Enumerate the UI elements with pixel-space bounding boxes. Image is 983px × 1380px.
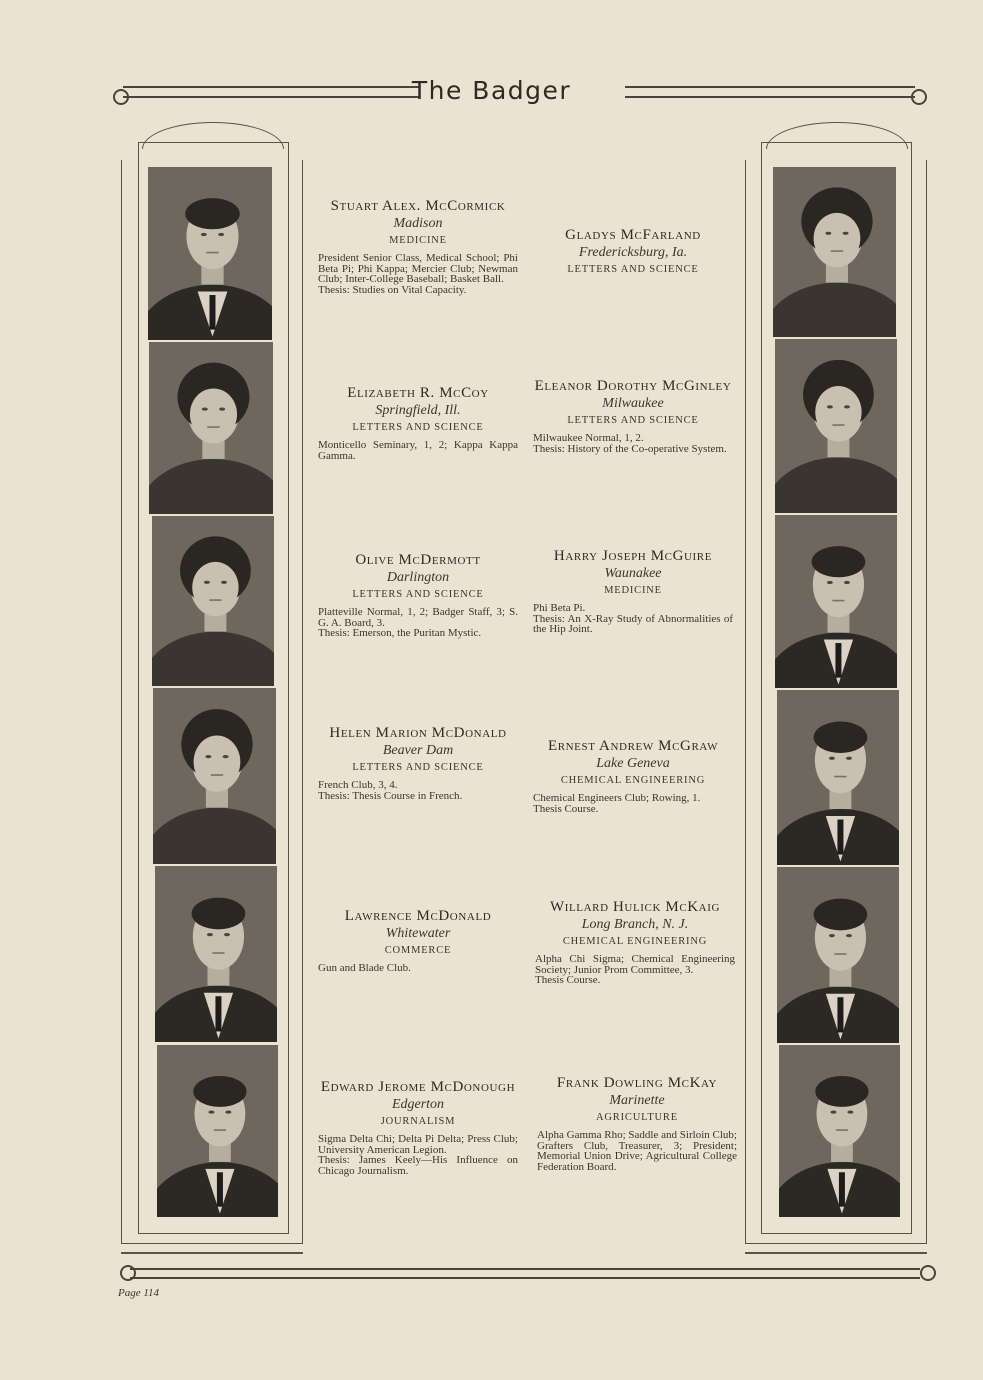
portrait-image — [148, 167, 272, 340]
portrait-image — [775, 339, 897, 513]
footer-ornament-right-curl — [920, 1265, 936, 1281]
portrait-photo — [149, 342, 273, 514]
student-name: Eleanor Dorothy McGinley — [534, 378, 732, 394]
student-college: COMMERCE — [384, 945, 452, 956]
student-name: Edward Jerome McDonough — [320, 1079, 516, 1095]
student-hometown: Springfield, Ill. — [375, 403, 461, 418]
student-name: Olive McDermott — [355, 552, 481, 568]
student-college: CHEMICAL ENGINEERING — [560, 775, 706, 786]
page-number: Page 114 — [118, 1287, 160, 1299]
student-college: LETTERS AND SCIENCE — [352, 422, 484, 433]
portrait-photo — [777, 690, 899, 865]
student-entry — [537, 1075, 737, 1172]
student-details: President Senior Class, Medical School; Phi Beta Pi; Phi Kappa; Mercier Club; Newman Club; Inter-College Baseball; Basket Ball. Thesis: Studies on Vital Capacity. — [318, 252, 518, 296]
left-frame-base — [121, 1252, 303, 1254]
student-hometown: Marinette — [609, 1093, 665, 1108]
student-entry — [318, 385, 518, 461]
student-entry — [318, 908, 518, 974]
student-details: Chemical Engineers Club; Rowing, 1. Thesis Course. — [533, 792, 701, 815]
student-name: Helen Marion McDonald — [329, 725, 507, 741]
student-hometown: Edgerton — [391, 1097, 445, 1112]
student-entry — [318, 1079, 518, 1176]
student-details: French Club, 3, 4. Thesis: Thesis Course in French. — [318, 779, 463, 802]
student-hometown: Long Branch, N. J. — [581, 917, 689, 932]
student-entry — [535, 899, 735, 986]
portrait-photo — [775, 339, 897, 513]
student-details: Alpha Chi Sigma; Chemical Engineering Society; Junior Prom Committee, 3. Thesis Course. — [535, 953, 735, 986]
student-college: LETTERS AND SCIENCE — [352, 762, 484, 773]
footer-rule — [130, 1268, 920, 1279]
portrait-photo — [779, 1045, 900, 1217]
portrait-image — [155, 866, 277, 1042]
student-entry — [533, 378, 733, 454]
student-details: Monticello Seminary, 1, 2; Kappa Kappa Gamma. — [318, 439, 518, 462]
right-frame-base — [745, 1252, 927, 1254]
student-name: Lawrence McDonald — [344, 908, 492, 924]
student-entry — [318, 552, 518, 639]
student-hometown: Whitewater — [385, 926, 451, 941]
student-college: MEDICINE — [389, 235, 447, 246]
portrait-photo — [773, 167, 896, 337]
student-name: Harry Joseph McGuire — [553, 548, 713, 564]
student-college: JOURNALISM — [380, 1116, 456, 1127]
portrait-image — [152, 516, 274, 686]
student-college: CHEMICAL ENGINEERING — [562, 936, 708, 947]
portrait-photo — [152, 516, 274, 686]
student-details: Gun and Blade Club. — [318, 962, 411, 974]
student-entry — [533, 738, 733, 814]
portrait-image — [149, 342, 273, 514]
student-entry — [318, 198, 518, 295]
student-entry — [318, 725, 518, 801]
student-hometown: Lake Geneva — [596, 756, 670, 771]
student-entry — [533, 548, 733, 635]
portrait-image — [775, 515, 897, 688]
student-college: LETTERS AND SCIENCE — [352, 589, 484, 600]
student-name: Elizabeth R. McCoy — [347, 385, 489, 401]
student-entry — [533, 227, 733, 275]
student-details: Platteville Normal, 1, 2; Badger Staff, 3; S. G. A. Board, 3. Thesis: Emerson, the Puritan Mystic. — [318, 606, 518, 639]
title-rule-right — [625, 86, 915, 98]
student-name: Frank Dowling McKay — [556, 1075, 718, 1091]
portrait-photo — [157, 1045, 278, 1217]
student-name: Stuart Alex. McCormick — [330, 198, 506, 214]
portrait-image — [153, 688, 276, 864]
portrait-photo — [148, 167, 272, 340]
portrait-photo — [155, 866, 277, 1042]
portrait-photo — [153, 688, 276, 864]
portrait-image — [773, 167, 896, 337]
student-hometown: Milwaukee — [602, 396, 664, 411]
portrait-image — [157, 1045, 278, 1217]
student-college: LETTERS AND SCIENCE — [567, 415, 699, 426]
student-details: Milwaukee Normal, 1, 2. Thesis: History of the Co-operative System. — [533, 432, 727, 455]
student-hometown: Waunakee — [604, 566, 662, 581]
student-hometown: Darlington — [386, 570, 450, 585]
student-hometown: Beaver Dam — [382, 743, 454, 758]
portrait-image — [777, 690, 899, 865]
portrait-photo — [775, 515, 897, 688]
student-college: AGRICULTURE — [596, 1112, 678, 1123]
portrait-photo — [777, 867, 899, 1043]
portrait-image — [777, 867, 899, 1043]
student-hometown: Madison — [393, 216, 443, 231]
student-name: Ernest Andrew McGraw — [547, 738, 719, 754]
student-name: Willard Hulick McKaig — [549, 899, 721, 915]
page-title: The Badger — [411, 76, 572, 105]
student-details: Alpha Gamma Rho; Saddle and Sirloin Club; Grafters Club, Treasurer, 3; President; Memorial Union Drive; Agricultural College Federation Board. — [537, 1129, 737, 1173]
student-name: Gladys McFarland — [565, 227, 701, 243]
student-details: Phi Beta Pi. Thesis: An X-Ray Study of Abnormalities of the Hip Joint. — [533, 602, 733, 635]
title-ornament-right-curl — [911, 89, 927, 105]
student-hometown: Fredericksburg, Ia. — [578, 245, 688, 260]
portrait-image — [779, 1045, 900, 1217]
student-details: Sigma Delta Chi; Delta Pi Delta; Press Club; University American Legion. Thesis: James Keely—His Influence on Chicago Journalism. — [318, 1133, 518, 1177]
student-college: MEDICINE — [604, 585, 662, 596]
student-college: LETTERS AND SCIENCE — [567, 264, 699, 275]
